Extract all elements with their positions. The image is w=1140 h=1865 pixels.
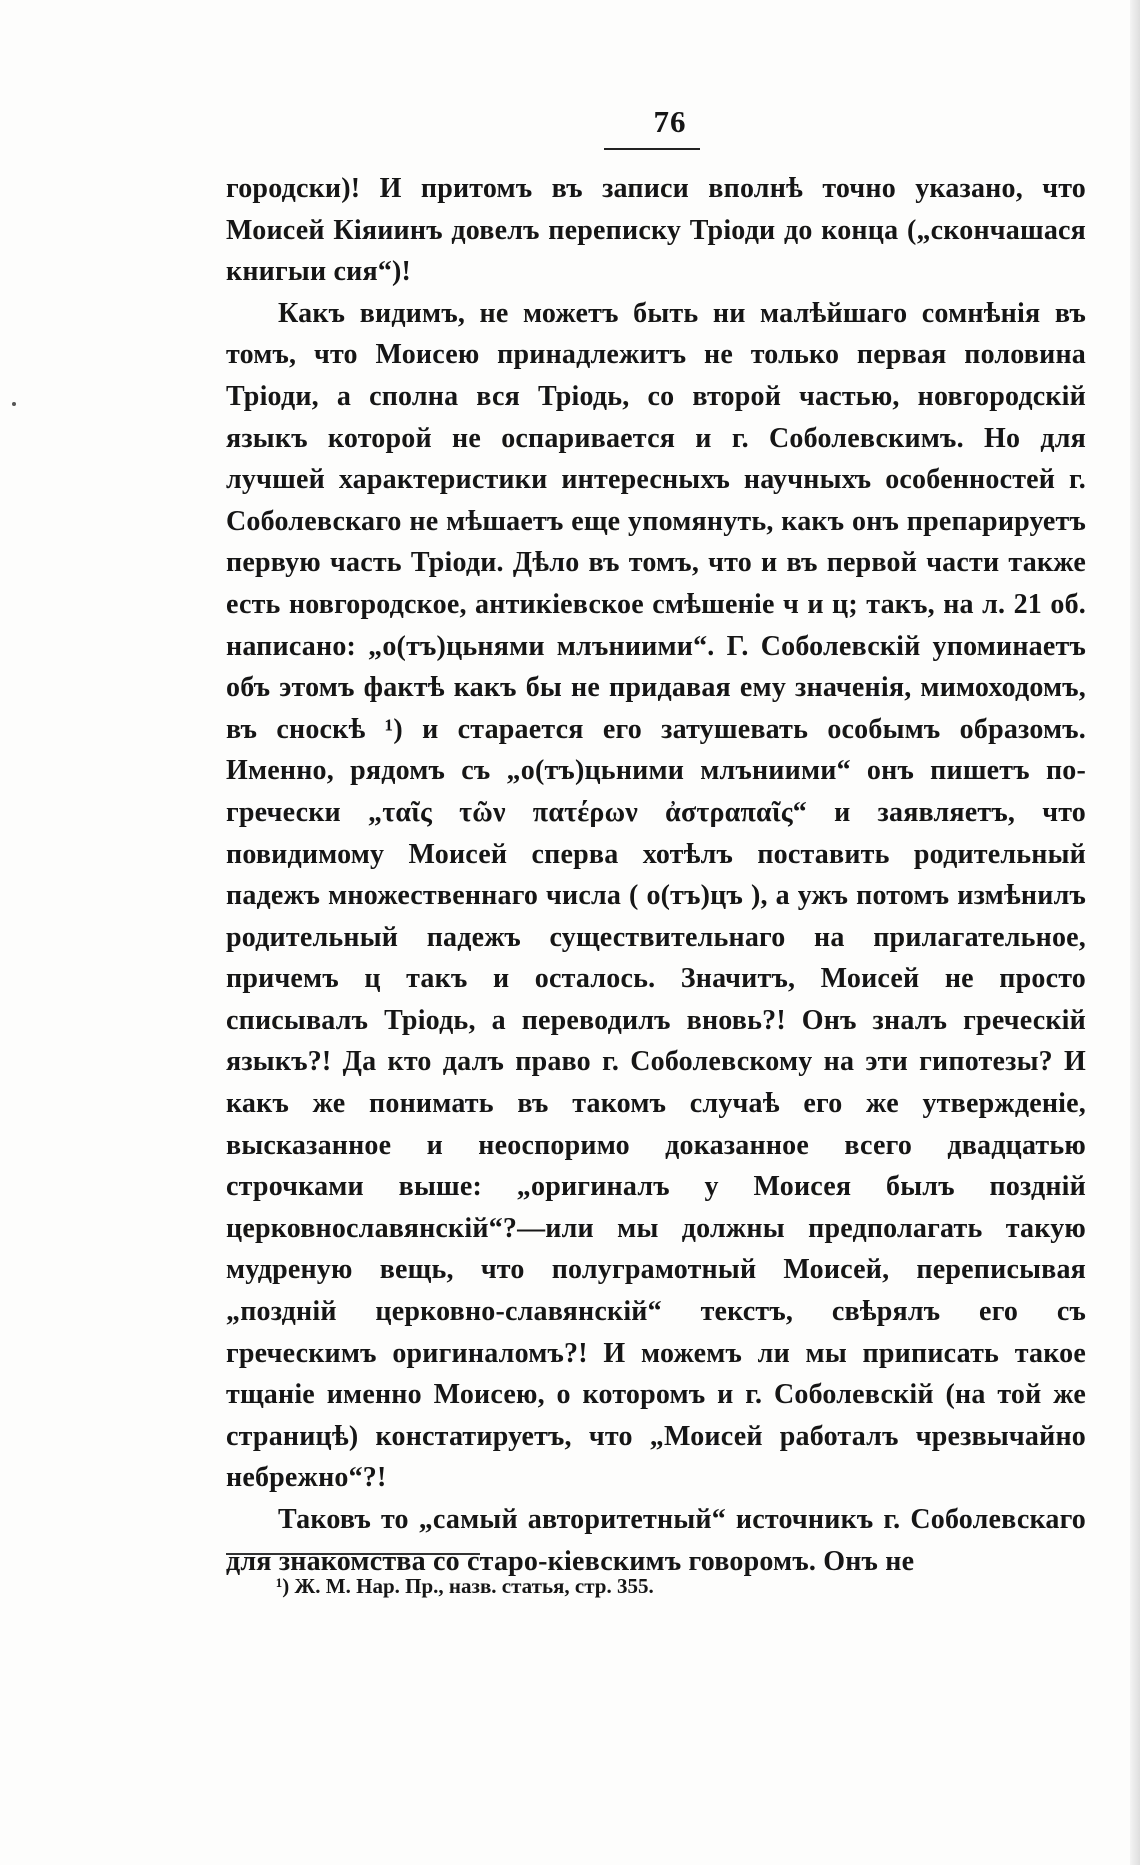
page-number: 76 (653, 104, 687, 139)
margin-speck (12, 402, 16, 406)
page-number-rule (604, 148, 700, 150)
paragraph-closing: Таковъ то „самый авторитетный“ источникъ г. Соболевскаго для знакомства со старо-кіевскимъ говоромъ. Онъ не (226, 1504, 1086, 1577)
footnote: ¹) Ж. М. Нар. Пр., назв. статья, стр. 355. (276, 1574, 654, 1598)
page-edge-shadow (1130, 0, 1140, 1865)
main-text (226, 168, 1086, 1582)
paragraph-main: Какъ видимъ, не можетъ быть ни малѣйшаго сомнѣнія въ томъ, что Моисею принадлежитъ не только первая половина Тріоди, а сполна вся Тріодь, со второй частью, новгородскій языкъ которой не оспаривается и г. Соболевскимъ. Но для лучшей характеристики интересныхъ научныхъ особенностей г. Соболевскаго не мѣшаетъ еще упомянуть, какъ онъ препарируетъ первую часть Тріоди. Дѣло въ томъ, что и въ первой части также есть новгородское, антикіевское смѣшеніе ч и ц; такъ, на л. 21 об. написано: „о(тъ)цьнями млъниими“. Г. Соболевскій упоминаетъ объ этомъ фактѣ какъ бы не придавая ему значенія, мимоходомъ, въ сноскѣ ¹) и старается его затушевать особымъ образомъ. Именно, рядомъ съ „о(тъ)цьними млъниими“ онъ пишетъ по-гречески „ταῖς τῶν πατέρων ἀστραπαῖς“ и заявляетъ, что повидимому Моисей сперва хотѣлъ поставить родительный падежъ множественнаго числа ( о(тъ)цъ ), а ужъ потомъ измѣнилъ родительный падежъ существительнаго на прилагательное, причемъ ц такъ и осталось. Значитъ, Моисей не просто списывалъ Тріодь, а переводилъ вновь?! Онъ зналъ греческій языкъ?! Да кто далъ право г. Соболевскому на эти гипотезы? И какъ же понимать въ такомъ случаѣ его же утвержденіе, высказанное и неоспоримо доказанное всего двадцатью строчками выше: „оригиналъ у Моисея былъ поздній церковнославянскій“?—или мы должны предполагать такую мудреную вещь, что полуграмотный Моисей, переписывая „поздній церковно-славянскій“ текстъ, свѣрялъ его съ греческимъ оригиналомъ?! И можемъ ли мы приписать такое тщаніе именно Моисею, о которомъ и г. Соболевскій (на той же страницѣ) констатируетъ, что „Моисей работалъ чрезвычайно небрежно“?! (226, 297, 1086, 1494)
paragraph-continuation: городски)! И притомъ въ записи вполнѣ точно указано, что Моисей Кіяиинъ довелъ переписку Тріоди до конца („скончашася книгыи сия“)! (226, 173, 1086, 288)
footnote-separator (226, 1553, 480, 1555)
